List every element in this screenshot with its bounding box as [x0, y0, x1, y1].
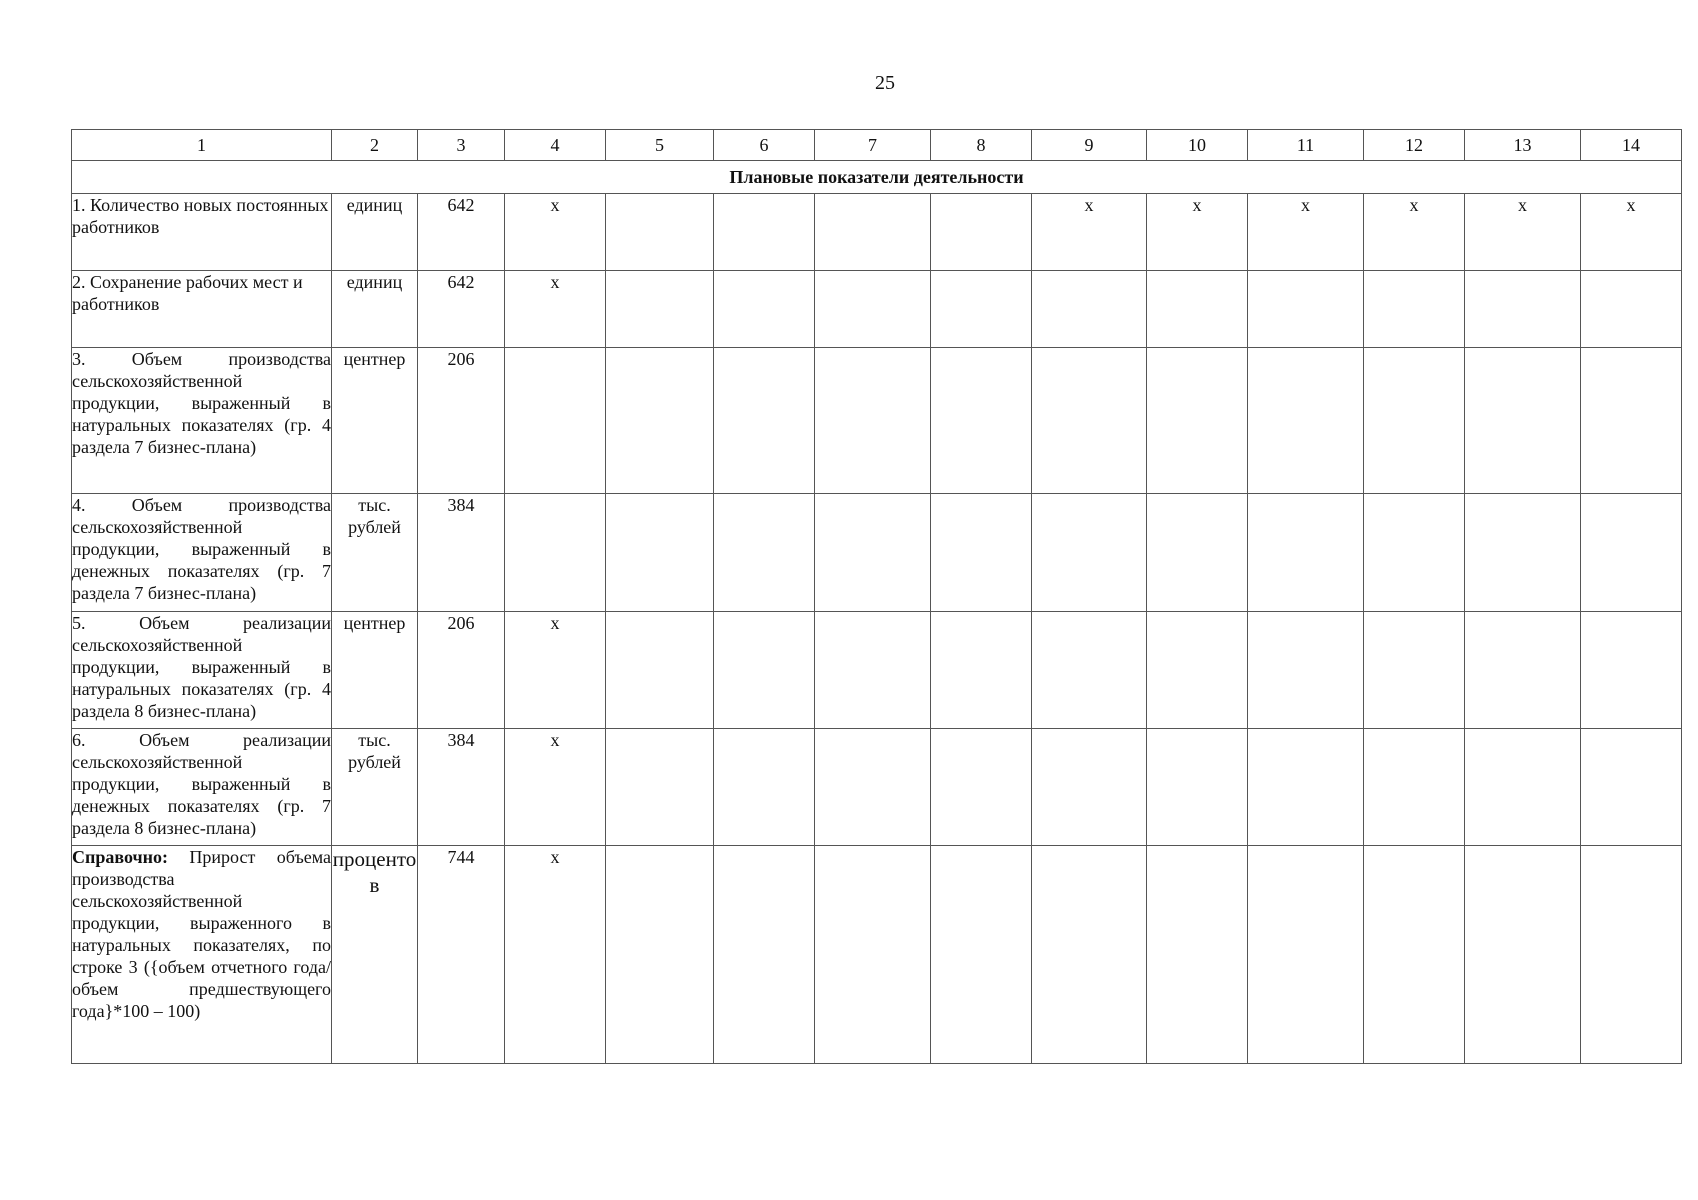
column-number: 13	[1465, 130, 1581, 161]
table-cell	[505, 348, 606, 494]
column-number: 5	[606, 130, 714, 161]
table-cell	[606, 348, 714, 494]
row-value: 384	[418, 729, 505, 846]
table-cell	[714, 271, 815, 348]
table-cell	[1465, 494, 1581, 612]
table-cell	[606, 271, 714, 348]
column-number: 11	[1248, 130, 1364, 161]
table-cell	[606, 729, 714, 846]
column-number: 1	[72, 130, 332, 161]
reference-label-prefix: Справочно:	[72, 847, 169, 867]
table-cell	[1032, 846, 1147, 1064]
table-cell	[815, 271, 931, 348]
column-number: 7	[815, 130, 931, 161]
row-unit: тыс. рублей	[332, 494, 418, 612]
table-cell	[606, 194, 714, 271]
table-cell: х	[1032, 194, 1147, 271]
table-cell	[1248, 348, 1364, 494]
table-cell	[714, 612, 815, 729]
reference-row	[72, 846, 1682, 1064]
row-value: 384	[418, 494, 505, 612]
table-cell	[1147, 612, 1248, 729]
column-number: 14	[1581, 130, 1682, 161]
table-cell	[931, 348, 1032, 494]
column-number: 3	[418, 130, 505, 161]
reference-label-text: Прирост объема производства сельскохозяйственной продукции, выраженного в натуральных показателях, по строке 3 ({объем отчетного года/объем предшествующего года}*100 – 100)	[72, 847, 331, 1021]
column-number: 10	[1147, 130, 1248, 161]
table-cell	[606, 846, 714, 1064]
table-cell	[931, 194, 1032, 271]
table-cell	[1364, 846, 1465, 1064]
table-cell	[1248, 729, 1364, 846]
table-cell	[714, 194, 815, 271]
column-number: 6	[714, 130, 815, 161]
table-cell	[1465, 612, 1581, 729]
table-cell	[815, 194, 931, 271]
table-cell: х	[505, 194, 606, 271]
table-cell	[815, 729, 931, 846]
table-cell	[1032, 348, 1147, 494]
table-cell	[1364, 729, 1465, 846]
row-unit: центнер	[332, 348, 418, 494]
table-cell	[1032, 612, 1147, 729]
table-cell	[1364, 612, 1465, 729]
table-row	[72, 271, 1682, 348]
table-row	[72, 729, 1682, 846]
table-cell	[1581, 348, 1682, 494]
table-cell	[931, 271, 1032, 348]
table-cell	[1032, 271, 1147, 348]
section-title-row	[72, 161, 1682, 194]
table-cell	[815, 494, 931, 612]
table-cell	[1032, 494, 1147, 612]
table-cell: х	[505, 271, 606, 348]
table-cell	[1147, 729, 1248, 846]
table-cell	[1465, 846, 1581, 1064]
table-cell	[1147, 271, 1248, 348]
row-value: 206	[418, 348, 505, 494]
reference-unit: процентов	[332, 846, 418, 1064]
table-cell	[815, 612, 931, 729]
table-cell: х	[505, 729, 606, 846]
column-number: 9	[1032, 130, 1147, 161]
row-value: 642	[418, 194, 505, 271]
table-cell	[714, 494, 815, 612]
table-cell: х	[505, 612, 606, 729]
table-cell	[1581, 494, 1682, 612]
table-cell	[1581, 612, 1682, 729]
table-row	[72, 612, 1682, 729]
table-cell	[714, 348, 815, 494]
table-cell	[606, 494, 714, 612]
table-cell	[1248, 494, 1364, 612]
table-cell	[1248, 612, 1364, 729]
table-cell	[1465, 729, 1581, 846]
row-label: 5. Объем реализации сельскохозяйственной продукции, выраженный в натуральных показателях (гр. 4 раздела 8 бизнес-плана)	[72, 612, 332, 729]
table-cell: х	[1465, 194, 1581, 271]
row-value: 642	[418, 271, 505, 348]
table-cell	[1581, 729, 1682, 846]
table-cell: х	[1248, 194, 1364, 271]
reference-label	[72, 846, 332, 1064]
column-number: 2	[332, 130, 418, 161]
row-label: 6. Объем реализации сельскохозяйственной продукции, выраженный в денежных показателях (гр. 7 раздела 8 бизнес-плана)	[72, 729, 332, 846]
table-row	[72, 348, 1682, 494]
table-cell	[1032, 729, 1147, 846]
page-number: 25	[875, 72, 895, 94]
table-cell: х	[1581, 194, 1682, 271]
table-cell	[931, 612, 1032, 729]
table-cell	[1581, 271, 1682, 348]
table-cell	[1364, 348, 1465, 494]
table-row	[72, 494, 1682, 612]
column-number: 4	[505, 130, 606, 161]
table-cell	[606, 612, 714, 729]
table-cell: х	[1364, 194, 1465, 271]
row-label: 4. Объем производства сельскохозяйственной продукции, выраженный в денежных показателях (гр. 7 раздела 7 бизнес-плана)	[72, 494, 332, 612]
column-number: 12	[1364, 130, 1465, 161]
row-unit: единиц	[332, 194, 418, 271]
table-cell	[931, 494, 1032, 612]
table-cell	[1465, 348, 1581, 494]
row-label: 3. Объем производства сельскохозяйственной продукции, выраженный в натуральных показателях (гр. 4 раздела 7 бизнес-плана)	[72, 348, 332, 494]
table-cell	[1147, 494, 1248, 612]
column-number-row	[72, 130, 1682, 161]
table-cell	[1465, 271, 1581, 348]
section-title: Плановые показатели деятельности	[72, 161, 1682, 194]
table-cell: х	[1147, 194, 1248, 271]
column-number: 8	[931, 130, 1032, 161]
table-cell	[1364, 494, 1465, 612]
table-cell	[714, 846, 815, 1064]
table-cell	[1248, 271, 1364, 348]
row-unit: центнер	[332, 612, 418, 729]
table-cell	[931, 846, 1032, 1064]
row-value: 206	[418, 612, 505, 729]
table-cell	[931, 729, 1032, 846]
table-cell	[1364, 271, 1465, 348]
table-cell	[505, 494, 606, 612]
row-label: 2. Сохранение рабочих мест и работников	[72, 271, 332, 348]
table-cell	[1147, 348, 1248, 494]
table-cell	[1581, 846, 1682, 1064]
reference-value: 744	[418, 846, 505, 1064]
table-cell: х	[505, 846, 606, 1064]
row-unit: тыс. рублей	[332, 729, 418, 846]
table-cell	[1147, 846, 1248, 1064]
table-cell	[815, 846, 931, 1064]
indicators-table	[71, 129, 1682, 1064]
table-row	[72, 194, 1682, 271]
table-cell	[815, 348, 931, 494]
table-cell	[1248, 846, 1364, 1064]
table-cell	[714, 729, 815, 846]
row-unit: единиц	[332, 271, 418, 348]
row-label: 1. Количество новых постоянных работников	[72, 194, 332, 271]
